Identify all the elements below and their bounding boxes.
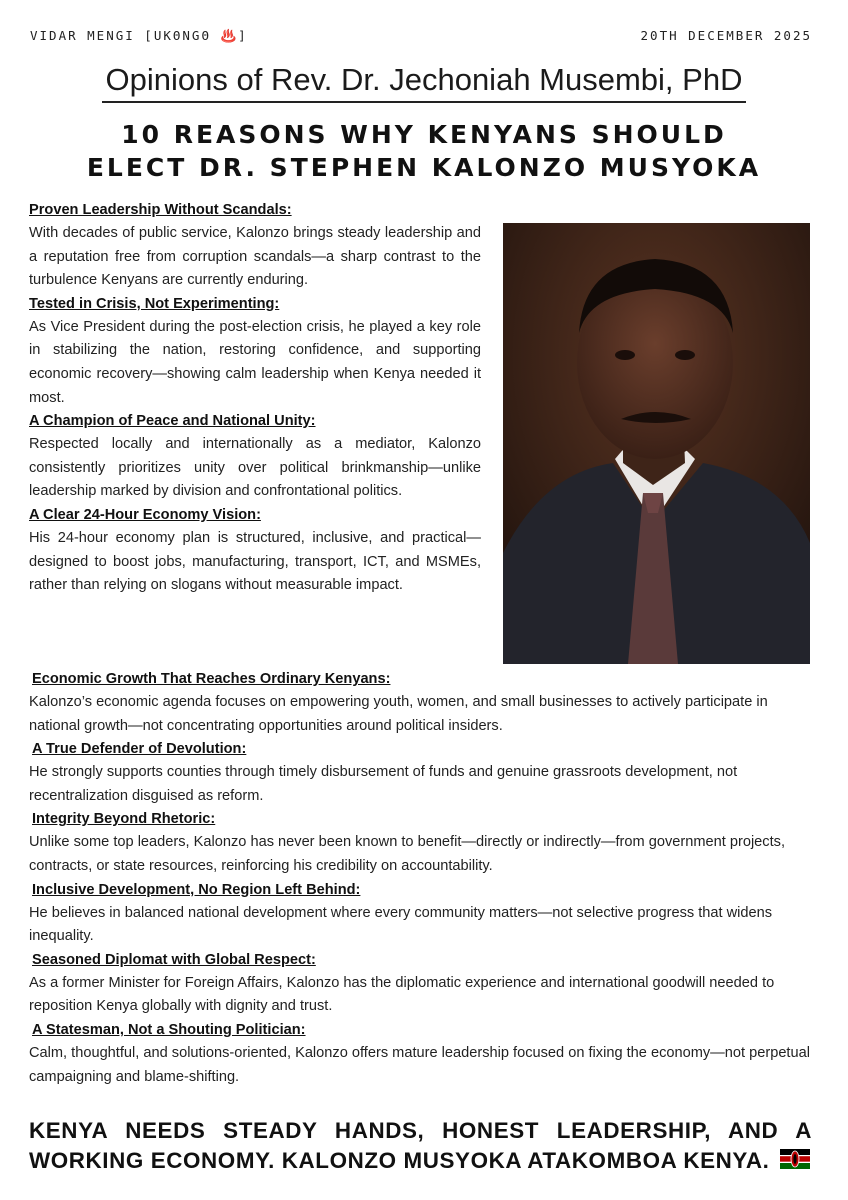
reason-item <box>29 879 812 949</box>
reason-title: Seasoned Diplomat with Global Respect: <box>32 951 316 968</box>
reason-title: Proven Leadership Without Scandals: <box>29 202 292 218</box>
kenya-flag-icon <box>780 1147 810 1177</box>
reason-title: Inclusive Development, No Region Left Behind: <box>32 881 361 898</box>
document-title <box>0 118 848 184</box>
reasons-list-top <box>29 199 481 598</box>
document-header <box>30 28 812 44</box>
portrait-illustration <box>503 223 810 664</box>
portrait-photo <box>503 223 810 664</box>
reason-item <box>29 1019 812 1089</box>
reason-body: Respected locally and internationally as a mediator, Kalonzo consistently prioritizes unity over political brinkmanship—unlike leadership marked by division and confrontational politics. <box>29 436 481 500</box>
title-line-1: 10 REASONS WHY KENYANS SHOULD <box>121 120 727 149</box>
reason-title: A Statesman, Not a Shouting Politician: <box>32 1021 306 1038</box>
reason-item <box>29 410 481 504</box>
reason-title: A Champion of Peace and National Unity: <box>29 413 316 430</box>
reason-body: His 24-hour economy plan is structured, inclusive, and practical—designed to boost jobs, manufacturing, transport, ICT, and MSMEs, rather than relying on slogans without measurable impact. <box>29 529 481 594</box>
reason-title: Tested in Crisis, Not Experimenting: <box>29 295 280 312</box>
reason-item <box>29 668 812 738</box>
reason-item <box>29 504 481 598</box>
reason-body: Kalonzo’s economic agenda focuses on empowering youth, women, and small businesses to actively participate in national growth—not concentrating opportunities around political insiders. <box>29 694 768 734</box>
reason-item <box>29 808 812 878</box>
reason-item <box>29 199 481 293</box>
reason-body: Calm, thoughtful, and solutions-oriented, Kalonzo offers mature leadership focused on fixing the economy—not perpetual campaigning and blame-shifting. <box>29 1044 810 1085</box>
opinion-heading: Opinions of Rev. Dr. Jechoniah Musembi, PhD <box>102 62 747 103</box>
date-label: 20TH DECEMBER 2025 <box>640 28 812 43</box>
title-line-2: ELECT DR. STEPHEN KALONZO MUSYOKA <box>86 153 762 182</box>
reason-item <box>29 293 481 410</box>
reason-body: Unlike some top leaders, Kalonzo has never been known to benefit—directly or indirectly—from government projects, contracts, or state resources, reinforcing his credibility on accountability. <box>29 834 786 874</box>
closing-text: KENYA NEEDS STEADY HANDS, HONEST LEADERSHIP, AND A WORKING ECONOMY. KALONZO MUSYOKA ATAKOMBOA KENYA. <box>29 1118 812 1173</box>
reason-title: Integrity Beyond Rhetoric: <box>32 811 216 828</box>
reason-body: With decades of public service, Kalonzo brings steady leadership and a reputation free from corruption scandals—a sharp contrast to the turbulence Kenyans are currently enduring. <box>29 225 481 289</box>
reason-title: A Clear 24-Hour Economy Vision: <box>29 506 261 523</box>
closing-statement <box>29 1116 812 1177</box>
reason-body: He believes in balanced national development where every community matters—not selective progress that widens inequality. <box>29 904 773 945</box>
reason-body: As Vice President during the post-election crisis, he played a key role in stabilizing the nation, restoring confidence, and supporting economic recovery—showing calm leadership when Kenya needed it most. <box>29 318 481 406</box>
reason-item <box>29 949 812 1019</box>
reason-body: He strongly supports counties through timely disbursement of funds and genuine grassroots development, not recentralization disguised as reform. <box>29 764 738 804</box>
reasons-list-bottom <box>29 668 812 1089</box>
reason-body: As a former Minister for Foreign Affairs, Kalonzo has the diplomatic experience and international goodwill needed to reposition Kenya globally with dignity and trust. <box>29 974 775 1015</box>
reason-title: A True Defender of Devolution: <box>32 741 247 758</box>
opinion-heading-container <box>0 62 848 103</box>
reason-item <box>29 738 812 808</box>
author-label: VIDAR MENGI [UKΘNGΘ ♨️] <box>30 28 248 43</box>
reason-title: Economic Growth That Reaches Ordinary Kenyans: <box>32 671 391 687</box>
